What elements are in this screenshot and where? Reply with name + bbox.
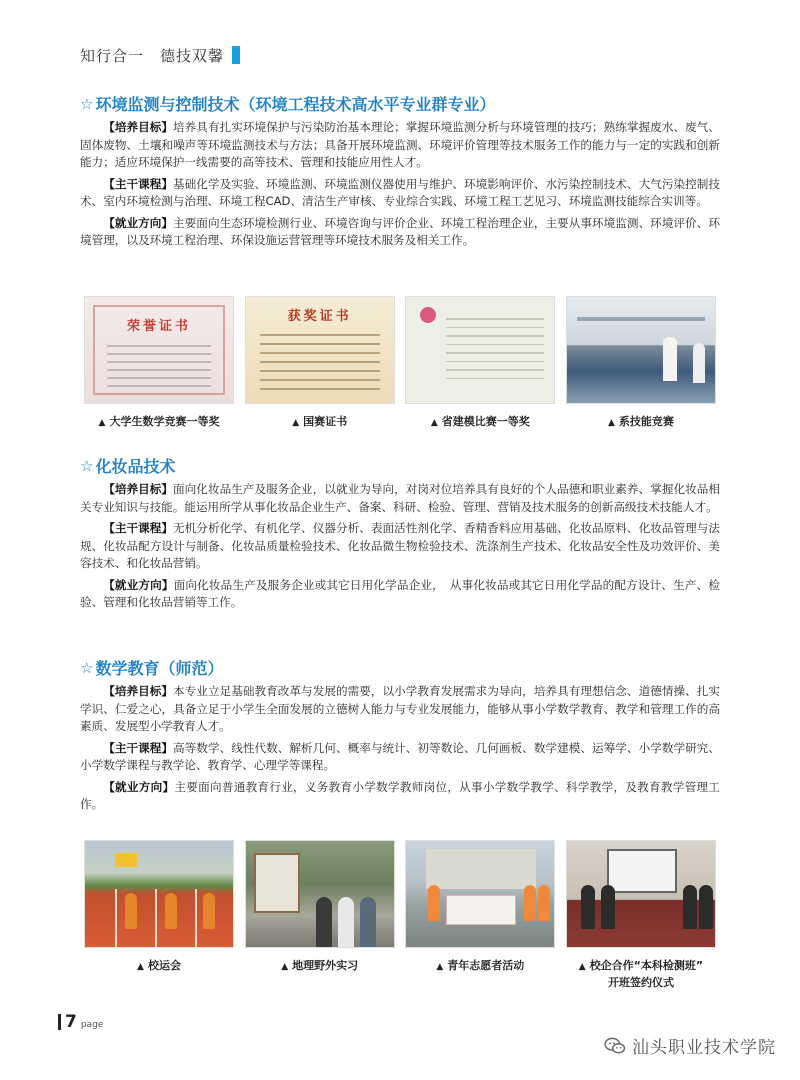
section-title: ☆ 环境监测与控制技术（环境工程技术高水平专业群专业） [80, 94, 496, 114]
triangle-icon: ▲ [430, 418, 438, 428]
photo-row-activities [84, 840, 716, 990]
certificate-icon: 荣誉证书 [84, 296, 234, 404]
photo-caption: 地理野外实习 [292, 959, 359, 972]
photo-caption: 国赛证书 [303, 415, 348, 428]
triangle-icon: ▲ [578, 962, 586, 972]
photo-item [566, 840, 716, 990]
photo-item [245, 296, 395, 431]
section-title: ☆ 数学教育（师范） [80, 658, 224, 678]
paragraph-goal: 【培养目标】面向化妆品生产及服务企业，以就业为导向，对岗对位培养具有良好的个人品德和职业素养、掌握化妆品相关专业知识与技能。能运用所学从事化妆品企业生产、备案、科研、检验、管理、营销及技术服务的创新高级技术技能人才。 [80, 482, 720, 514]
photo-caption: 校运会 [147, 959, 181, 972]
photo-item [566, 296, 716, 431]
photo-row-awards [84, 296, 716, 431]
photo-item [84, 840, 234, 990]
triangle-icon: ▲ [292, 418, 300, 428]
photo-item [405, 296, 555, 431]
photo-caption: 大学生数学竞赛一等奖 [109, 415, 220, 428]
triangle-icon: ▲ [436, 962, 444, 972]
paragraph-courses: 【主干课程】高等数学、线性代数、解析几何、概率与统计、初等数论、几何画板、数学建模、运筹学、小学数学研究、小学数学课程与教学论、教育学、心理学等课程。 [80, 740, 720, 772]
field-photo-icon [245, 840, 395, 948]
paragraph-goal: 【培养目标】培养具有扎实环境保护与污染防治基本理论；掌握环境监测分析与环境管理的技巧；熟练掌握废水、废气、固体废物、土壤和噪声等环境监测技术与方法；具备开展环境监测、环境评价管理等技术服务工作的能力与一定的实践和创新能力；适应环境保护一线需要的高等技术、管理和技能应用性人才。 [80, 120, 720, 169]
photo-caption: 校企合作“本科检测班” 开班签约仪式 [589, 959, 704, 989]
photo-item [245, 840, 395, 990]
star-icon: ☆ [80, 94, 94, 113]
paragraph-career: 【就业方向】主要面向生态环境检测行业、环境咨询与评价企业、环境工程治理企业，主要从事环境监测、环境评价、环境管理，以及环境工程治理、环保设施运营管理等环境技术服务及相关工作。 [80, 215, 720, 247]
page-bar [58, 1014, 61, 1030]
sports-photo-icon [84, 840, 234, 948]
section-environment [80, 92, 720, 250]
paragraph-career: 【就业方向】面向化妆品生产及服务企业或其它日用化学品企业， 从事化妆品或其它日用化学品的配方设计、生产、检验、管理和化妆品营销等工作。 [80, 577, 720, 609]
star-icon: ☆ [80, 456, 94, 475]
star-icon: ☆ [80, 658, 94, 677]
triangle-icon: ▲ [608, 418, 615, 428]
triangle-icon: ▲ [137, 962, 144, 972]
certificate-icon [405, 296, 555, 404]
wechat-icon [604, 1037, 626, 1055]
paragraph-courses: 【主干课程】无机分析化学、有机化学、仪器分析、表面活性剂化学、香精香料应用基础、化妆品原料、化妆品管理与法规、化妆品配方设计与制备、化妆品质量检验技术、化妆品微生物检验技术、洗涤剂生产技术、化妆品安全性及功效评价、美容技术、和化妆品营销。 [80, 521, 720, 570]
meeting-photo-icon [566, 840, 716, 948]
volunteer-photo-icon [405, 840, 555, 948]
photo-item [84, 296, 234, 431]
photo-item [405, 840, 555, 990]
paragraph-career: 【就业方向】主要面向普通教育行业，义务教育小学数学教师岗位，从事小学数学教学、科学教学，及教育教学管理工作。 [80, 779, 720, 811]
paragraph-courses: 【主干课程】基础化学及实验、环境监测、环境监测仪器使用与维护、环境影响评价、水污染控制技术、大气污染控制技术、室内环境检测与治理、环境工程CAD、清洁生产审核、专业综合实践、环境工程工艺见习、环境监测技能综合实训等。 [80, 176, 720, 208]
photo-caption: 省建模比赛一等奖 [441, 415, 530, 428]
lab-photo-icon [566, 296, 716, 404]
paragraph-goal: 【培养目标】本专业立足基础教育改革与发展的需要，以小学教育发展需求为导向，培养具有理想信念、道德情操、扎实学识、仁爱之心，具备立足于小学生全面发展的立德树人能力与专业发展能力，能够从事小学数学教育、教学和管理工作的高素质、发展型小学教育人才。 [80, 684, 720, 733]
page-number: 7 page [58, 1012, 103, 1032]
header-accent-bar [232, 46, 240, 64]
triangle-icon: ▲ [98, 418, 106, 428]
triangle-icon: ▲ [281, 962, 289, 972]
certificate-icon: 获奖证书 [245, 296, 395, 404]
section-math-education [80, 656, 720, 814]
photo-caption: 青年志愿者活动 [447, 959, 525, 972]
header-text: 知行合一 德技双馨 [80, 46, 225, 65]
section-title: ☆ 化妆品技术 [80, 456, 176, 476]
photo-caption: 系技能竞赛 [618, 415, 674, 428]
watermark: 汕头职业技术学院 [604, 1033, 776, 1058]
section-cosmetics [80, 454, 720, 612]
page-header [80, 44, 240, 66]
